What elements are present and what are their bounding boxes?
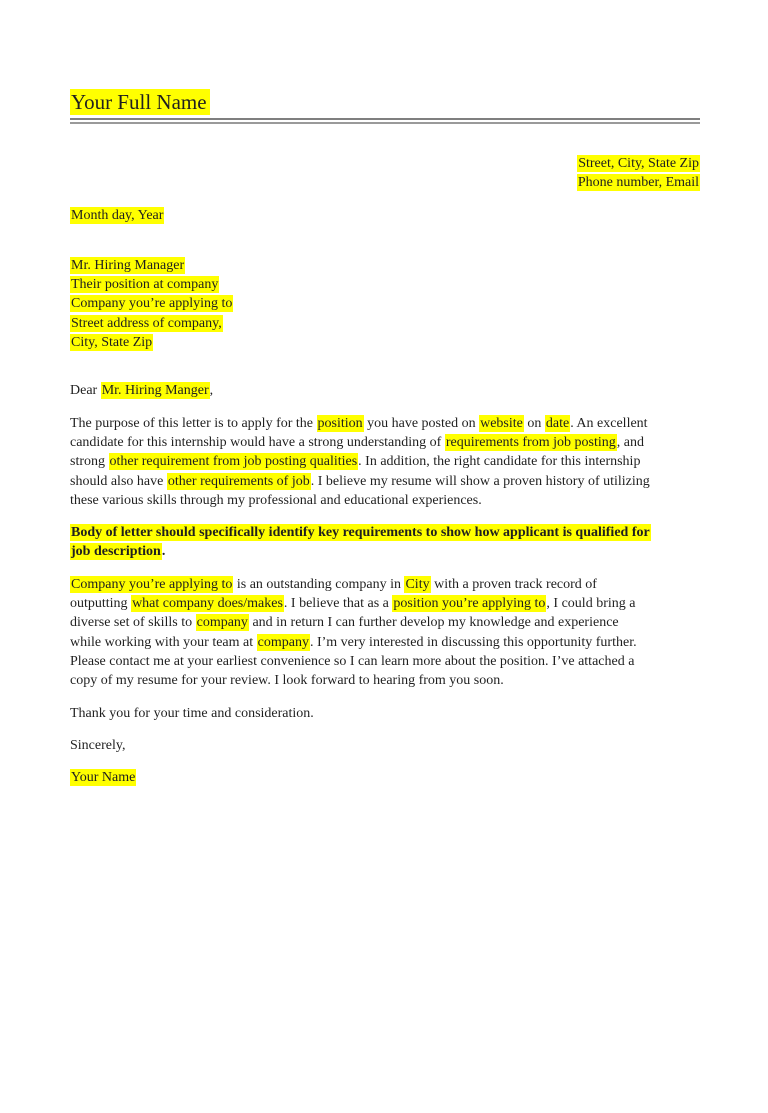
text-line [70,613,700,632]
highlighted-placeholder: position [317,415,363,431]
paragraph-intro [70,414,700,510]
sender-phone-email-line [70,173,700,192]
text-run: on [523,415,545,431]
highlighted-placeholder: position you’re applying to [393,596,546,612]
date-line [70,206,700,225]
highlighted-placeholder: Company you’re applying to [71,576,233,592]
text-line [70,472,700,491]
full-name-placeholder: Your Full Name [70,89,210,115]
highlighted-placeholder: City [405,576,430,592]
highlighted-placeholder: company [257,634,309,650]
recipient-city-placeholder: City, State Zip [71,335,153,351]
text-run: with a proven track record of [430,576,597,592]
text-run: Dear [70,383,101,399]
paragraph-signoff [70,736,700,755]
highlighted-placeholder: other requirements of job [167,473,310,489]
text-run: is an outstanding company in [233,576,405,592]
letter-header-name [70,89,700,115]
highlighted-placeholder: other requirement from job posting qualities [109,454,358,470]
text-run: . I believe my resume will show a proven history of utilizing [310,473,650,489]
paragraph-thanks [70,704,700,723]
text-line [70,523,700,542]
text-run: . I’m very interested in discussing this opportunity further. [309,634,637,650]
paragraph-salutation [70,381,700,400]
recipient-line [70,333,700,352]
text-run: while working with your team at [70,634,257,650]
text-run: . [161,544,166,560]
highlighted-placeholder: company [196,615,248,631]
text-run: . I believe that as a [283,596,393,612]
text-line [70,736,700,755]
text-run: and in return I can further develop my knowledge and experience [248,615,619,631]
highlighted-placeholder: Your Name [71,770,136,786]
text-line [70,433,700,452]
highlighted-placeholder: job description [71,544,161,560]
date-placeholder: Month day, Year [71,207,164,223]
text-line [70,542,700,561]
text-line [70,633,700,652]
address-placeholder: Street, City, State Zip [578,156,699,171]
sender-contact-block [70,154,700,193]
text-line [70,414,700,433]
text-run: Please contact me at your earliest convenience so I can learn more about the position. I’ve attached a [70,653,635,669]
text-run: Thank you for your time and consideration. [70,705,314,721]
text-run: strong [70,454,109,470]
recipient-name-placeholder: Mr. Hiring Manager [71,257,185,273]
text-line [70,452,700,471]
document-page [0,89,768,1113]
text-run: Sincerely, [70,737,126,753]
paragraph-signature [70,768,700,787]
paragraph-body-instruction [70,523,700,562]
text-run: . In addition, the right candidate for this internship [358,454,641,470]
recipient-address-block [70,256,700,352]
text-run: , I could bring a [546,596,636,612]
text-run: these various skills through my professional and educational experiences. [70,492,482,508]
highlighted-placeholder: Body of letter should specifically identify key requirements to show how applicant is qualified for [71,525,650,541]
text-line [70,671,700,690]
text-line [70,704,700,723]
sender-address-line [70,154,700,173]
text-run: . An excellent [570,415,648,431]
text-line [70,575,700,594]
recipient-line [70,314,700,333]
highlighted-placeholder: date [545,415,570,431]
text-line [70,652,700,671]
text-run: , and [616,434,644,450]
phone-email-placeholder: Phone number, Email [577,175,699,191]
text-line [70,594,700,613]
text-run: diverse set of skills to [70,615,196,631]
text-line [70,768,700,787]
paragraph-company-paragraph [70,575,700,691]
text-run: candidate for this internship would have a strong understanding of [70,434,445,450]
letter-body [70,381,700,787]
text-run: you have posted on [363,415,480,431]
text-run: should also have [70,473,167,489]
recipient-line [70,294,700,313]
text-run: The purpose of this letter is to apply for the [70,415,317,431]
recipient-position-placeholder: Their position at company [71,277,219,293]
text-run: outputting [70,596,132,612]
text-line [70,381,700,400]
recipient-street-placeholder: Street address of company, [71,315,222,331]
recipient-line [70,256,700,275]
highlighted-placeholder: Mr. Hiring Manger [101,383,209,399]
highlighted-placeholder: website [480,415,523,431]
highlighted-placeholder: requirements from job posting [445,434,616,450]
text-run: , [209,383,214,399]
text-line [70,491,700,510]
recipient-company-placeholder: Company you’re applying to [71,296,233,312]
highlighted-placeholder: what company does/makes [132,596,283,612]
header-divider-rule [70,118,700,124]
text-run: copy of my resume for your review. I look forward to hearing from you soon. [70,673,504,689]
recipient-line [70,275,700,294]
